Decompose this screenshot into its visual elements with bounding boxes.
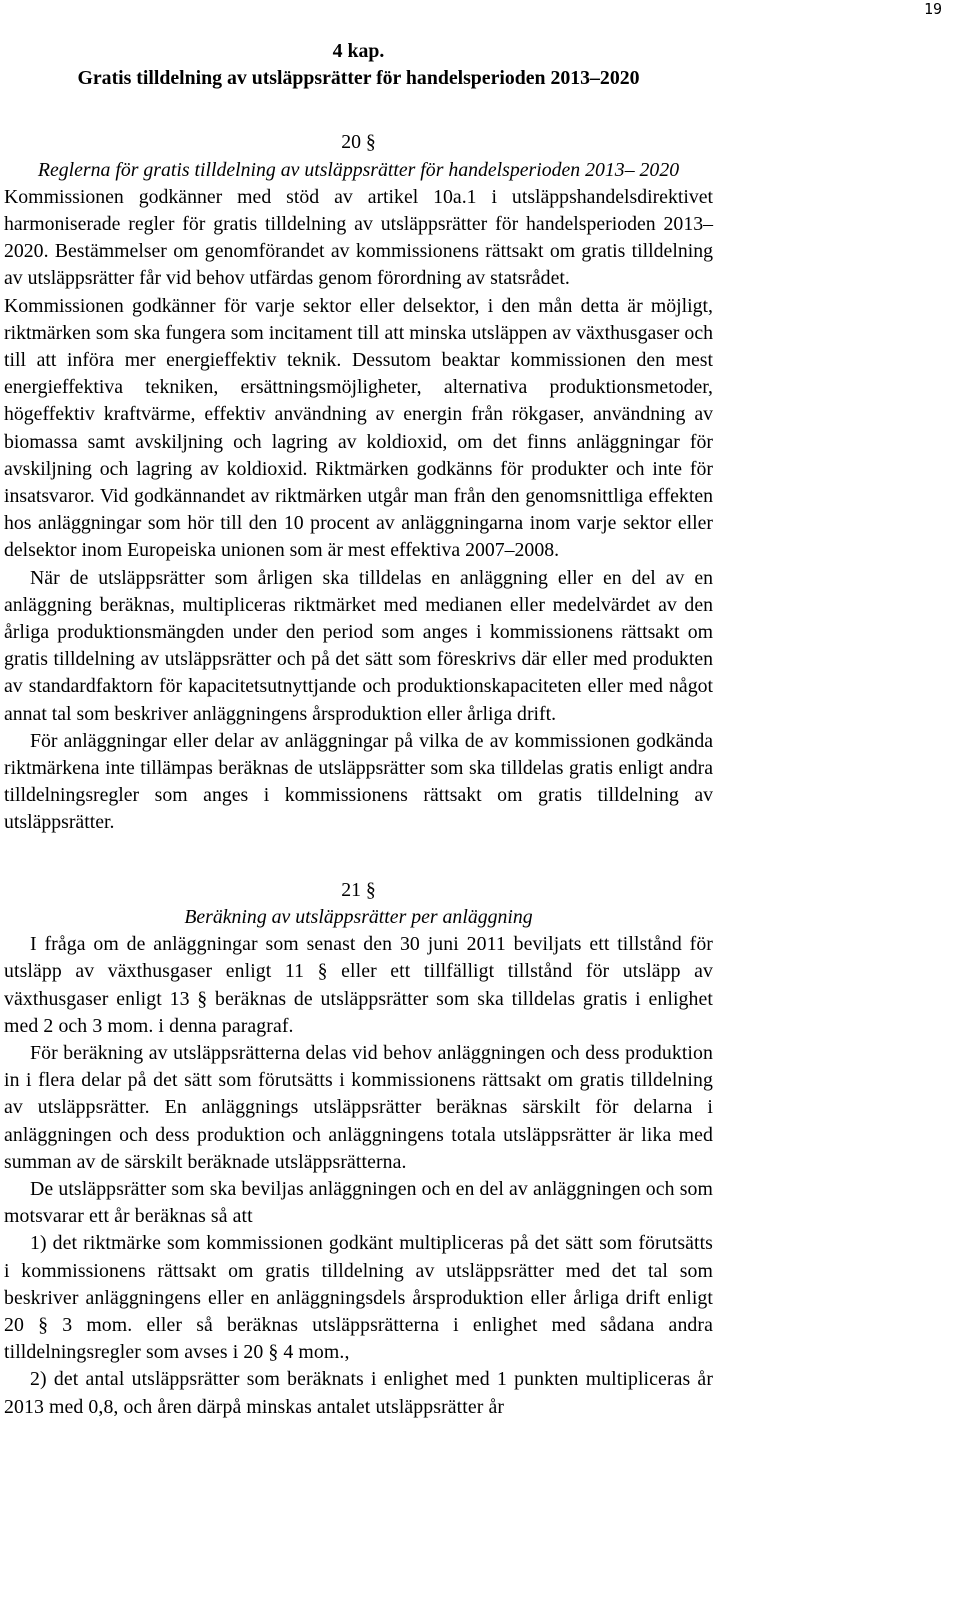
section-21-item-1: 1) det riktmärke som kommissionen godkänt multipliceras på det sätt som förutsätts i kommissionens rättsakt om gratis tilldelning av utsläppsrätter med det tal som beskriver anläggningens eller en anläggningsdels årsproduktion eller årliga drift enligt 20 § 3 mom. eller så beräknas utsläppsrätterna i enlighet med sådana andra tilldelningsregler som avses i 20 § 4 mom., xyxy=(4,1232,713,1364)
page-number: 19 xyxy=(923,0,942,18)
document-body xyxy=(4,38,713,1421)
section-21-paragraph-1: I fråga om de anläggningar som senast den 30 juni 2011 beviljats ett tillstånd för utsläpp av växthusgaser enligt 11 § eller ett tillfälligt tillstånd för utsläpp av växthusgaser enligt 13 § beräknas de utsläppsrätter som ska tilldelas gratis i enlighet med 2 och 3 mom. i denna paragraf. xyxy=(4,933,713,1037)
section-21-paragraph-3: De utsläppsrätter som ska beviljas anläggningen och en del av anläggningen och som motsvarar ett år beräknas så att xyxy=(4,1177,713,1228)
section-21-number: 21 § xyxy=(341,878,376,901)
section-20-paragraph-3: När de utsläppsrätter som årligen ska tilldelas en anläggning eller en del av en anläggning beräknas, multipliceras riktmärket med medianen eller medelvärdet av den årliga produktionsmängden under den period som anges i kommissionens rättsakt om gratis tilldelning av utsläppsrätter och på det sätt som föreskrivs där eller med produkten av standardfaktorn för kapacitetsutnyttjande och produktionskapaciteten eller med något annat tal som beskriver anläggningens årsproduktion eller årliga drift. xyxy=(4,566,713,725)
section-20-paragraph-1: Kommissionen godkänner med stöd av artikel 10a.1 i utsläppshandelsdirektivet harmoniserade regler för gratis tilldelning av utsläppsrätter för handelsperioden 2013–2020. Bestämmelser om genomförandet av kommissionens rättsakt om gratis tilldelning av utsläppsrätter får vid behov utfärdas genom förordning av statsrådet. xyxy=(4,185,713,290)
section-21-paragraph-2: För beräkning av utsläppsrätterna delas vid behov anläggningen och dess produktion in i flera delar på det sätt som förutsätts i kommissionens rättsakt om gratis tilldelning av utsläppsrätter. En anläggnings utsläppsrätter beräknas särskilt för delarna i anläggningen och dess produktion och anläggningens totala utsläppsrätter är lika med summan av de särskilt beräknade utsläppsrätterna. xyxy=(4,1041,713,1173)
section-20-paragraph-4: För anläggningar eller delar av anläggningar på vilka de av kommissionen godkända riktmärkena inte tillämpas beräknas de utsläppsrätter som ska tilldelas gratis enligt andra tilldelningsregler som anges i kommissionens rättsakt om gratis tilldelning av utsläppsrätter. xyxy=(4,729,713,834)
section-20-number: 20 § xyxy=(341,131,376,154)
section-21-title: Beräkning av utsläppsrätter per anläggning xyxy=(184,905,533,928)
section-20-paragraph-2: Kommissionen godkänner för varje sektor eller delsektor, i den mån detta är möjligt, riktmärken som ska fungera som incitament till att minska utsläppen av växthusgaser och till att införa mer energieffektiv teknik. Dessutom beaktar kommissionen den mest energieffektiva tekniken, ersättningsmöjligheter, alternativa produktionsmetoder, högeffektiv kraftvärme, effektiv användning av energin från rökgaser, användning av biomassa samt avskiljning och lagring av koldioxid, om det finns anläggningar för avskiljning och lagring av koldioxid. Riktmärken godkänns för produkter och inte för insatsvaror. Vid godkännandet av riktmärken utgår man från den genomsnittliga effekten hos anläggningar som hör till den 10 procent av anläggningarna inom varje sektor eller delsektor inom Europeiska unionen som är mest effektiva 2007–2008. xyxy=(4,294,713,562)
section-20-title: Reglerna för gratis tilldelning av utsläppsrätter för handelsperioden 2013– 2020 xyxy=(37,158,680,181)
chapter-label: 4 kap. xyxy=(332,40,385,62)
chapter-title: Gratis tilldelning av utsläppsrätter för handelsperioden 2013–2020 xyxy=(77,67,640,90)
section-21-item-2: 2) det antal utsläppsrätter som beräknats i enlighet med 1 punkten multipliceras år 2013 med 0,8, och åren därpå minskas antalet utsläppsrätter år xyxy=(4,1368,713,1418)
